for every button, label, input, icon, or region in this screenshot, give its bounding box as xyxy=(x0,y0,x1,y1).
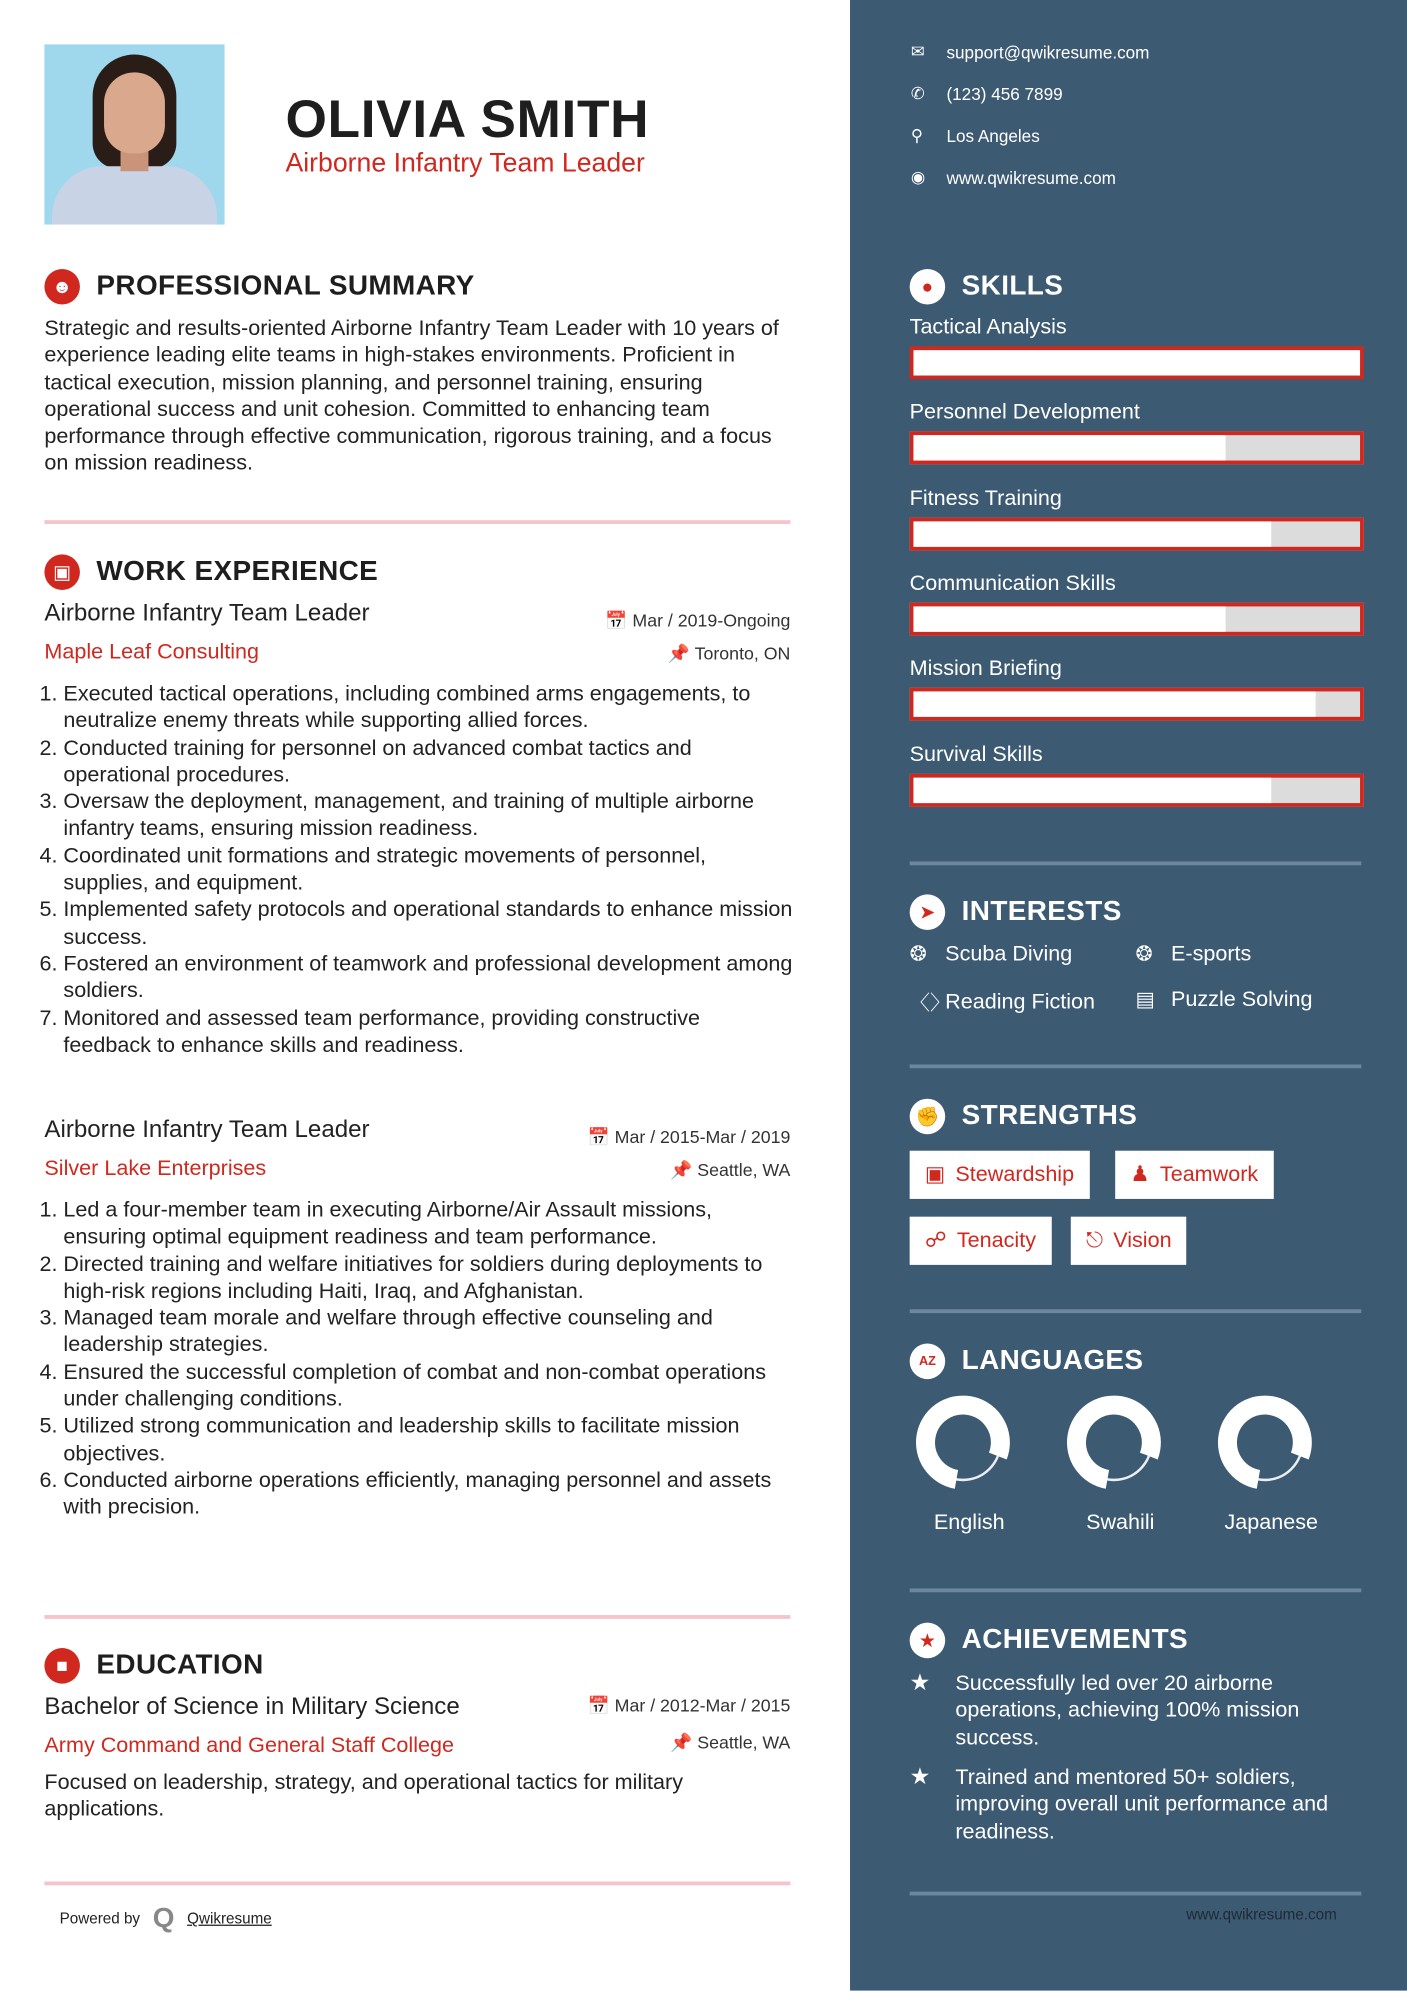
skill-bar xyxy=(910,688,1364,721)
education-description: Focused on leadership, strategy, and operational tactics for military applications. xyxy=(44,1769,683,1821)
user-icon: ☻ xyxy=(44,269,80,305)
language-label: English xyxy=(933,1509,1005,1534)
link-icon: ☍ xyxy=(924,1228,947,1253)
skill-bar-fill xyxy=(913,692,1315,717)
star-icon: ★ xyxy=(910,1623,946,1659)
list-item: 4. Ensured the successful completion of combat and non-combat operations under challenging conditions. xyxy=(63,1359,793,1413)
divider xyxy=(910,1588,1362,1592)
skill-name: Communication Skills xyxy=(909,570,1116,595)
list-item: 3. Managed team morale and welfare through effective counseling and leadership strategies. xyxy=(63,1304,793,1358)
phone-text: (123) 456 7899 xyxy=(946,84,1063,104)
divider xyxy=(44,1881,790,1885)
interest-item: 〈〉 Reading Fiction xyxy=(909,988,1096,1015)
skill-bar-fill xyxy=(913,350,1360,375)
contact-phone xyxy=(911,84,1063,104)
education-date: 📅 Mar / 2012-Mar / 2015 xyxy=(587,1694,791,1716)
company-name: Maple Leaf Consulting xyxy=(44,639,260,664)
users-icon: ♟ xyxy=(1130,1162,1150,1187)
strength-badge: ▣ Stewardship xyxy=(910,1151,1090,1199)
qwikresume-logo-icon: Q xyxy=(152,1901,175,1934)
gamepad-icon: 〈〉 xyxy=(909,993,951,1015)
pin-icon: 📌 xyxy=(670,1731,698,1753)
list-item: 5. Utilized strong communication and leadership skills to facilitate mission objectives. xyxy=(63,1413,793,1467)
skill-name: Mission Briefing xyxy=(909,656,1062,681)
experience-heading: WORK EXPERIENCE xyxy=(96,554,379,587)
achievements-heading: ACHIEVEMENTS xyxy=(961,1622,1189,1655)
strength-badge: ☍ Tenacity xyxy=(910,1217,1052,1265)
graduation-icon: ■ xyxy=(44,1648,80,1684)
pin-icon: 📌 xyxy=(667,643,695,664)
skill-item xyxy=(910,400,1364,465)
profile-photo xyxy=(44,44,224,224)
job-location: 📌 Seattle, WA xyxy=(670,1159,791,1180)
skill-bar-fill xyxy=(913,606,1226,631)
briefcase-icon: ▣ xyxy=(44,554,80,590)
language-label: Japanese xyxy=(1224,1509,1319,1534)
interests-heading: INTERESTS xyxy=(961,894,1122,927)
contact-website xyxy=(911,167,1116,187)
divider xyxy=(44,520,790,524)
divider xyxy=(910,1064,1362,1068)
globe-icon: ◉ xyxy=(910,167,926,187)
language-donut xyxy=(920,1399,1007,1486)
shooting-star-icon: ★ xyxy=(909,1763,931,1789)
company-name: Silver Lake Enterprises xyxy=(44,1155,267,1180)
paper-plane-icon: ➤ xyxy=(910,894,946,930)
education-location: 📌 Seattle, WA xyxy=(670,1731,791,1753)
candidate-name: OLIVIA SMITH xyxy=(285,88,650,149)
lightbulb-icon: ● xyxy=(910,269,946,305)
skill-name: Personnel Development xyxy=(909,400,1140,425)
education-heading: EDUCATION xyxy=(96,1648,264,1680)
skill-name: Tactical Analysis xyxy=(909,314,1067,339)
interest-item: ❂ Scuba Diving xyxy=(909,941,1073,966)
list-item: 2. Directed training and welfare initiatives for soldiers during deployments to high-risk regions including Haiti, Iraq, and Afghanistan. xyxy=(63,1250,793,1304)
footer-website[interactable]: www.qwikresume.com xyxy=(1186,1905,1337,1924)
skill-item xyxy=(910,315,1364,380)
strength-badge: ⎋ Vision xyxy=(1071,1217,1187,1265)
skill-bar xyxy=(910,773,1364,806)
location-text: Los Angeles xyxy=(946,126,1040,146)
language-donuts xyxy=(850,1389,1407,1503)
binoculars-icon: ⎋ xyxy=(1086,1228,1104,1253)
language-donut xyxy=(1071,1399,1158,1486)
briefcase-icon: ▣ xyxy=(924,1162,946,1187)
achievement-item: ★ Trained and mentored 50+ soldiers, improving overall unit performance and readiness. xyxy=(909,1763,1329,1843)
qwikresume-link[interactable]: Qwikresume xyxy=(187,1909,272,1928)
list-item: 1. Led a four-member team in executing Airborne/Air Assault missions, ensuring optimal equipment readiness and team performance. xyxy=(63,1196,793,1250)
job-bullets xyxy=(44,680,793,1058)
skill-bar-fill xyxy=(913,777,1270,802)
divider xyxy=(910,1309,1362,1313)
list-item: 4. Coordinated unit formations and strategic movements of personnel, supplies, and equipment. xyxy=(63,842,793,896)
list-item: 5. Implemented safety protocols and operational standards to enhance mission success. xyxy=(63,896,793,950)
achievement-item: ★ Successfully led over 20 airborne operations, achieving 100% mission success. xyxy=(909,1669,1300,1750)
strengths-heading: STRENGTHS xyxy=(961,1098,1138,1131)
school-name: Army Command and General Staff College xyxy=(44,1733,454,1758)
email-link[interactable]: support@qwikresume.com xyxy=(946,42,1150,62)
skill-item xyxy=(910,742,1364,807)
job-date: 📅 Mar / 2019-Ongoing xyxy=(605,610,791,631)
sidebar xyxy=(850,0,1407,1991)
shooting-star-icon: ★ xyxy=(909,1669,931,1695)
languages-heading: LANGUAGES xyxy=(961,1343,1144,1376)
job-title: Airborne Infantry Team Leader xyxy=(44,600,370,627)
job-location: 📌 Toronto, ON xyxy=(667,643,791,664)
skill-bar xyxy=(910,517,1364,550)
list-item: 1. Executed tactical operations, including combined arms engagements, to neutralize enemy threats while supporting allied forces. xyxy=(63,680,793,734)
skill-bar xyxy=(910,346,1364,379)
interest-item: ▤ Puzzle Solving xyxy=(1135,987,1313,1012)
translate-icon: AZ xyxy=(910,1344,946,1380)
summary-heading: PROFESSIONAL SUMMARY xyxy=(96,268,475,301)
divider xyxy=(910,1892,1362,1896)
list-item: 2. Conducted training for personnel on advanced combat tactics and operational procedures. xyxy=(63,734,793,788)
powered-by-label: Powered by xyxy=(59,1909,141,1928)
contact-email xyxy=(911,42,1150,62)
life-ring-icon: ❂ xyxy=(909,943,927,966)
envelope-icon: ✉ xyxy=(910,41,925,61)
life-ring-icon: ❂ xyxy=(1135,943,1153,966)
job-title: Airborne Infantry Team Leader xyxy=(44,1116,370,1144)
summary-text: Strategic and results-oriented Airborne Infantry Team Leader with 10 years of experience leading elite teams in high-stakes environments. Proficient in tactical execution, mission planning, and personnel training, ensuring operational success and unit cohesion. Committed to enhancing team performance through effective communication, rigorous training, and a focus on mission readiness. xyxy=(44,315,779,476)
job-bullets xyxy=(44,1196,793,1520)
divider xyxy=(910,861,1362,865)
list-item: 6. Fostered an environment of teamwork and professional development among soldiers. xyxy=(63,950,793,1004)
list-item: 7. Monitored and assessed team performance, providing constructive feedback to enhance skills and readiness. xyxy=(63,1004,793,1058)
skill-item xyxy=(910,485,1364,550)
skill-bar xyxy=(910,432,1364,465)
contact-location xyxy=(911,126,1040,146)
interest-item: ❂ E-sports xyxy=(1135,941,1252,966)
skill-name: Survival Skills xyxy=(909,741,1043,766)
book-icon: ▤ xyxy=(1135,989,1155,1012)
map-marker-icon: ⚲ xyxy=(910,125,924,145)
divider xyxy=(44,1615,790,1619)
fist-icon: ✊ xyxy=(910,1099,946,1135)
skill-item xyxy=(910,571,1364,636)
skills-heading: SKILLS xyxy=(961,268,1064,301)
language-donut xyxy=(1222,1399,1309,1486)
skill-bar-fill xyxy=(913,436,1226,461)
footer-powered xyxy=(60,1902,272,1935)
list-item: 3. Oversaw the deployment, management, and training of multiple airborne infantry teams, ensuring mission readiness. xyxy=(63,788,793,842)
phone-icon: ✆ xyxy=(910,83,925,103)
job-date: 📅 Mar / 2015-Mar / 2019 xyxy=(587,1126,791,1147)
language-label: Swahili xyxy=(1086,1509,1155,1534)
pin-icon: 📌 xyxy=(670,1159,698,1180)
candidate-title: Airborne Infantry Team Leader xyxy=(285,148,645,178)
strength-badge: ♟ Teamwork xyxy=(1115,1151,1273,1199)
skill-item xyxy=(910,656,1364,721)
calendar-icon: 📅 xyxy=(587,1694,615,1716)
list-item: 6. Conducted airborne operations efficiently, managing personnel and assets with precision. xyxy=(63,1467,793,1521)
calendar-icon: 📅 xyxy=(587,1126,615,1147)
degree: Bachelor of Science in Military Science xyxy=(44,1693,460,1721)
skill-bar xyxy=(910,602,1364,635)
skill-name: Fitness Training xyxy=(909,485,1062,510)
skill-bar-fill xyxy=(913,521,1270,546)
website-link[interactable]: www.qwikresume.com xyxy=(946,168,1116,188)
calendar-icon: 📅 xyxy=(605,610,633,631)
